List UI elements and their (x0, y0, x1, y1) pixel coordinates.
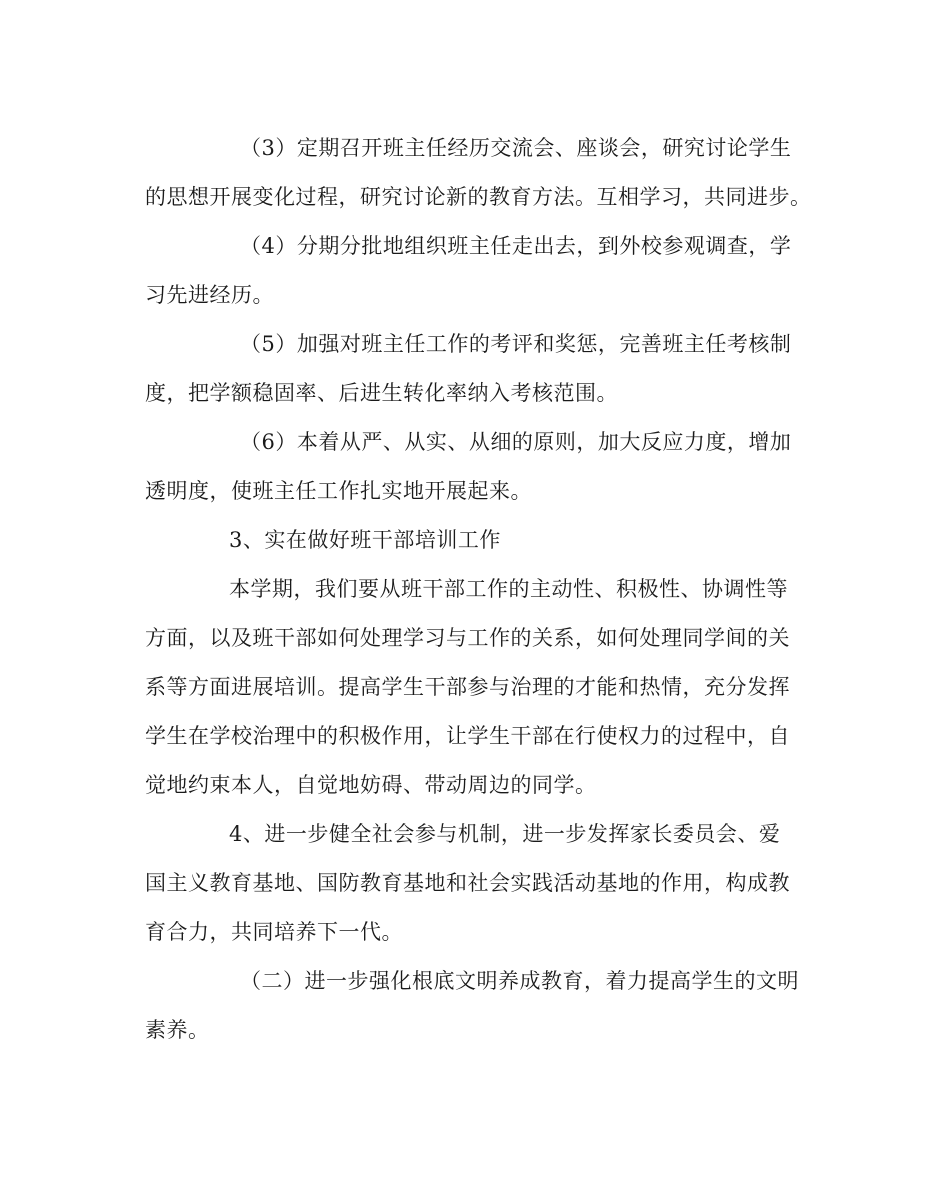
paragraph-4-line-2: 习先进经历。 (145, 283, 274, 307)
training-paragraph-line-3: 系等方面进展培训。提高学生干部参与治理的才能和热情，充分发挥 (145, 675, 790, 699)
section-4-line-2: 国主义教育基地、国防教育基地和社会实践活动基地的作用，构成教 (145, 871, 790, 895)
paragraph-6-line-2: 透明度，使班主任工作扎实地开展起来。 (145, 479, 532, 503)
section-4-line-3: 育合力，共同培养下一代。 (145, 920, 403, 944)
paragraph-3-line-1: （3）定期召开班主任经历交流会、座谈会，研究讨论学生 (240, 136, 792, 160)
section-4-line-1: 4、进一步健全社会参与机制，进一步发挥家长委员会、爱 (229, 822, 781, 846)
section-heading-3: 3、实在做好班干部培训工作 (229, 528, 501, 552)
part-2-heading-line-1: （二）进一步强化根底文明养成教育，着力提高学生的文明 (240, 969, 799, 993)
document-body (145, 124, 815, 1055)
paragraph-5-line-1: （5）加强对班主任工作的考评和奖惩，完善班主任考核制 (240, 332, 792, 356)
paragraph-4-line-1: （4）分期分批地组织班主任走出去，到外校参观调查，学 (240, 234, 792, 258)
training-paragraph-line-2: 方面，以及班干部如何处理学习与工作的关系，如何处理同学间的关 (145, 626, 790, 650)
paragraph-5-line-2: 度，把学额稳固率、后进生转化率纳入考核范围。 (145, 381, 618, 405)
training-paragraph-line-5: 觉地约束本人，自觉地妨碍、带动周边的同学。 (145, 773, 597, 797)
training-paragraph-line-1: 本学期，我们要从班干部工作的主动性、积极性、协调性等 (229, 577, 788, 601)
paragraph-6-line-1: （6）本着从严、从实、从细的原则，加大反应力度，增加 (240, 430, 792, 454)
training-paragraph-line-4: 学生在学校治理中的积极作用，让学生干部在行使权力的过程中，自 (145, 724, 790, 748)
part-2-heading-line-2: 素养。 (145, 1018, 210, 1042)
paragraph-3-line-2: 的思想开展变化过程，研究讨论新的教育方法。互相学习，共同进步。 (145, 185, 812, 209)
